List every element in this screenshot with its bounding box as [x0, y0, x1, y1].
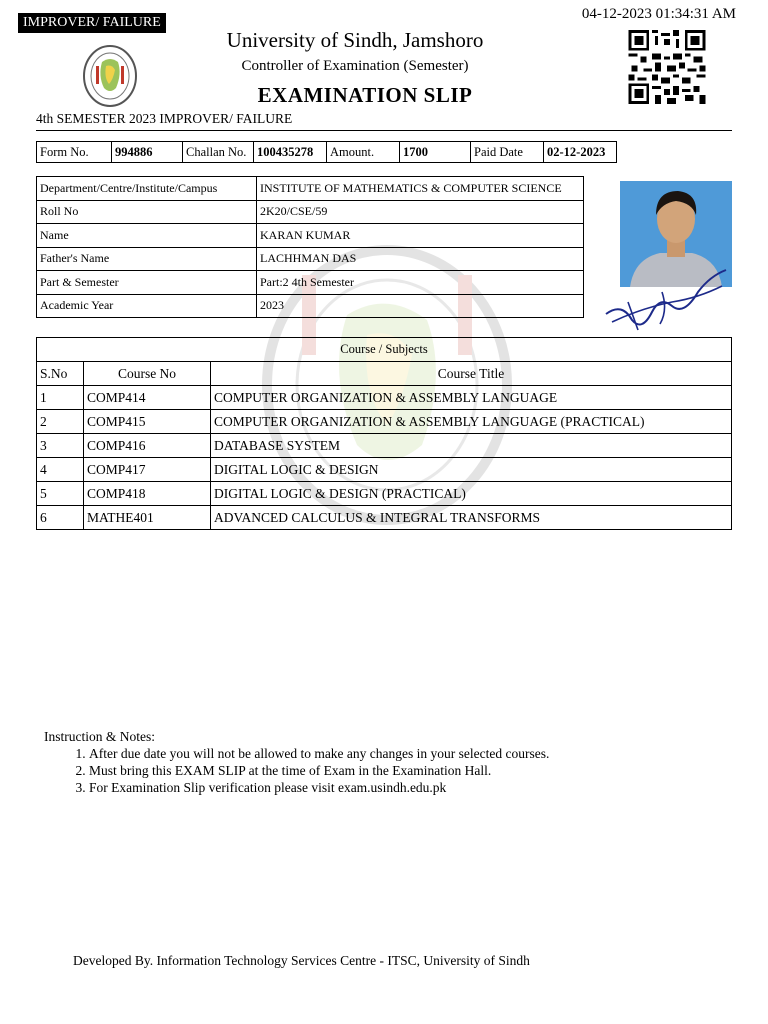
roll-value: 2K20/CSE/59: [257, 200, 584, 224]
table-row: [37, 458, 732, 482]
print-datetime: 04-12-2023 01:34:31 AM: [581, 6, 736, 22]
controller-title: Controller of Examination (Semester): [241, 58, 469, 74]
courses-header-row: [37, 362, 732, 386]
list-item: 2. Must bring this EXAM SLIP at the time of Exam in the Examination Hall.: [89, 762, 549, 779]
cell-sno: 2: [37, 410, 84, 434]
challan-label: Challan No.: [183, 142, 254, 163]
dept-value: INSTITUTE OF MATHEMATICS & COMPUTER SCIENCE: [257, 177, 584, 201]
qr-code-icon: [628, 30, 706, 104]
student-row: [37, 177, 584, 201]
father-label: Father's Name: [37, 247, 257, 271]
paid-date-value: 02-12-2023: [544, 142, 617, 163]
student-row: [37, 294, 584, 318]
cell-sno: 3: [37, 434, 84, 458]
courses-caption-row: [37, 338, 732, 362]
semester-line: 4th SEMESTER 2023 IMPROVER/ FAILURE: [36, 111, 293, 126]
challan-value: 100435278: [254, 142, 327, 163]
cell-sno: 5: [37, 482, 84, 506]
form-no-label: Form No.: [37, 142, 112, 163]
fee-info-table: [36, 141, 617, 163]
courses-caption: Course / Subjects: [37, 338, 732, 362]
dept-label: Department/Centre/Institute/Campus: [37, 177, 257, 201]
table-row: [37, 410, 732, 434]
cell-course-no: COMP414: [84, 386, 211, 410]
year-value: 2023: [257, 294, 584, 318]
cell-course-title: ADVANCED CALCULUS & INTEGRAL TRANSFORMS: [211, 506, 732, 530]
part-label: Part & Semester: [37, 271, 257, 295]
col-sno: S.No: [37, 362, 84, 386]
cell-sno: 1: [37, 386, 84, 410]
table-row: [37, 386, 732, 410]
cell-course-no: COMP417: [84, 458, 211, 482]
cell-course-title: DIGITAL LOGIC & DESIGN: [211, 458, 732, 482]
student-row: [37, 224, 584, 248]
instructions-list: [44, 745, 549, 796]
student-row: [37, 247, 584, 271]
cell-course-title: COMPUTER ORGANIZATION & ASSEMBLY LANGUAGE (PRACTICAL): [211, 410, 732, 434]
table-row: [37, 434, 732, 458]
table-row: [37, 482, 732, 506]
cell-course-no: COMP418: [84, 482, 211, 506]
footer-credit: Developed By. Information Technology Services Centre - ITSC, University of Sindh: [73, 953, 530, 968]
amount-label: Amount.: [327, 142, 400, 163]
father-value: LACHHMAN DAS: [257, 247, 584, 271]
cell-course-no: MATHE401: [84, 506, 211, 530]
instructions: [44, 728, 549, 796]
cell-course-no: COMP416: [84, 434, 211, 458]
cell-sno: 4: [37, 458, 84, 482]
student-row: [37, 200, 584, 224]
fee-info-row: [37, 142, 617, 163]
roll-label: Roll No: [37, 200, 257, 224]
year-label: Academic Year: [37, 294, 257, 318]
list-item: 3. For Examination Slip verification please visit exam.usindh.edu.pk: [89, 779, 549, 796]
page-title: EXAMINATION SLIP: [257, 83, 473, 107]
signature-icon: [602, 262, 730, 334]
divider: [36, 130, 732, 131]
cell-course-title: DATABASE SYSTEM: [211, 434, 732, 458]
amount-value: 1700: [400, 142, 471, 163]
part-value: Part:2 4th Semester: [257, 271, 584, 295]
cell-course-title: COMPUTER ORGANIZATION & ASSEMBLY LANGUAGE: [211, 386, 732, 410]
list-item: 1. After due date you will not be allowed to make any changes in your selected courses.: [89, 745, 549, 762]
cell-sno: 6: [37, 506, 84, 530]
name-label: Name: [37, 224, 257, 248]
instructions-heading: Instruction & Notes:: [44, 729, 155, 744]
student-row: [37, 271, 584, 295]
student-info-table: [36, 176, 584, 318]
form-no-value: 994886: [112, 142, 183, 163]
status-badge: IMPROVER/ FAILURE: [18, 13, 166, 33]
cell-course-title: DIGITAL LOGIC & DESIGN (PRACTICAL): [211, 482, 732, 506]
col-course-no: Course No: [84, 362, 211, 386]
courses-table: [36, 337, 732, 530]
university-name: University of Sindh, Jamshoro: [226, 28, 484, 52]
table-row: [37, 506, 732, 530]
name-value: KARAN KUMAR: [257, 224, 584, 248]
cell-course-no: COMP415: [84, 410, 211, 434]
paid-date-label: Paid Date: [471, 142, 544, 163]
col-course-title: Course Title: [211, 362, 732, 386]
